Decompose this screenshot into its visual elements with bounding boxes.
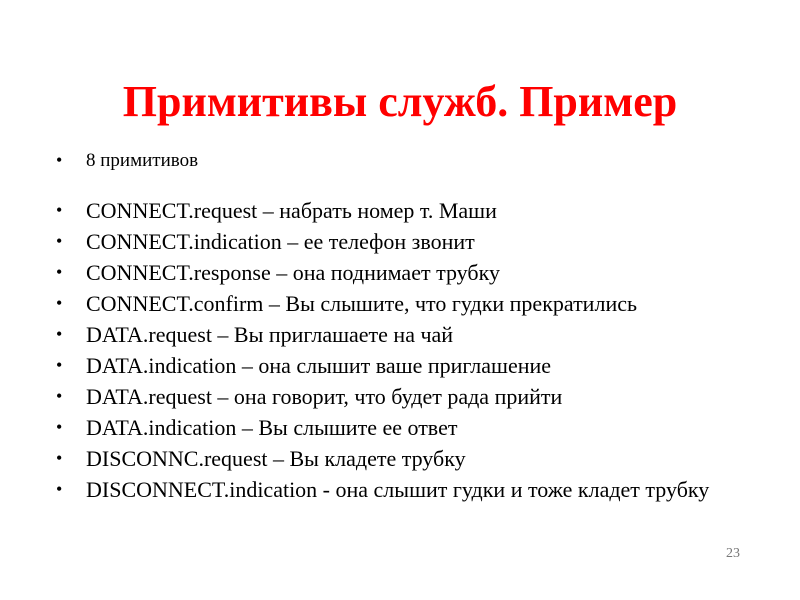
bullet-icon: • bbox=[56, 200, 63, 220]
bullet-icon: • bbox=[56, 355, 63, 375]
bullet-icon: • bbox=[56, 479, 63, 499]
bullet-icon: • bbox=[56, 231, 63, 251]
bullet-icon: • bbox=[56, 417, 63, 437]
bullet-text: CONNECT.indication – ее телефон звонит bbox=[86, 229, 475, 254]
bullet-item-data-request-reply bbox=[56, 384, 776, 409]
bullet-item-data-indication bbox=[56, 353, 776, 378]
bullet-icon: • bbox=[56, 262, 63, 282]
bullet-icon: • bbox=[56, 293, 63, 313]
bullet-text: DATA.request – она говорит, что будет рада прийти bbox=[86, 384, 563, 409]
bullet-list bbox=[56, 148, 776, 508]
bullet-text: CONNECT.confirm – Вы слышите, что гудки прекратились bbox=[86, 291, 638, 316]
bullet-icon: • bbox=[56, 448, 63, 468]
slide-title: Примитивы служб. Пример bbox=[122, 77, 678, 126]
bullet-text: DATA.request – Вы приглашаете на чай bbox=[86, 322, 454, 347]
bullet-text: DATA.indication – она слышит ваше приглашение bbox=[86, 353, 552, 378]
bullet-item-connect-response bbox=[56, 260, 776, 285]
bullet-text: CONNECT.request – набрать номер т. Маши bbox=[86, 198, 497, 223]
bullet-text: DISCONNC.request – Вы кладете трубку bbox=[86, 446, 466, 471]
bullet-item-connect-confirm bbox=[56, 291, 776, 316]
bullet-text: 8 примитивов bbox=[86, 150, 199, 171]
bullet-icon: • bbox=[56, 386, 63, 406]
bullet-icon: • bbox=[56, 150, 63, 170]
bullet-item-data-indication-reply bbox=[56, 415, 776, 440]
bullet-item-primitives-count bbox=[56, 148, 776, 173]
bullet-item-disconnect-indication bbox=[56, 477, 776, 502]
bullet-text: DISCONNECT.indication - она слышит гудки и тоже кладет трубку bbox=[86, 477, 710, 502]
bullet-text: CONNECT.response – она поднимает трубку bbox=[86, 260, 500, 285]
bullet-item-connect-request bbox=[56, 198, 776, 223]
bullet-item-data-request bbox=[56, 322, 776, 347]
page-number: 23 bbox=[726, 546, 740, 561]
bullet-icon: • bbox=[56, 324, 63, 344]
bullet-text: DATA.indication – Вы слышите ее ответ bbox=[86, 415, 458, 440]
bullet-item-connect-indication bbox=[56, 229, 776, 254]
bullet-item-disconnect-request bbox=[56, 446, 776, 471]
